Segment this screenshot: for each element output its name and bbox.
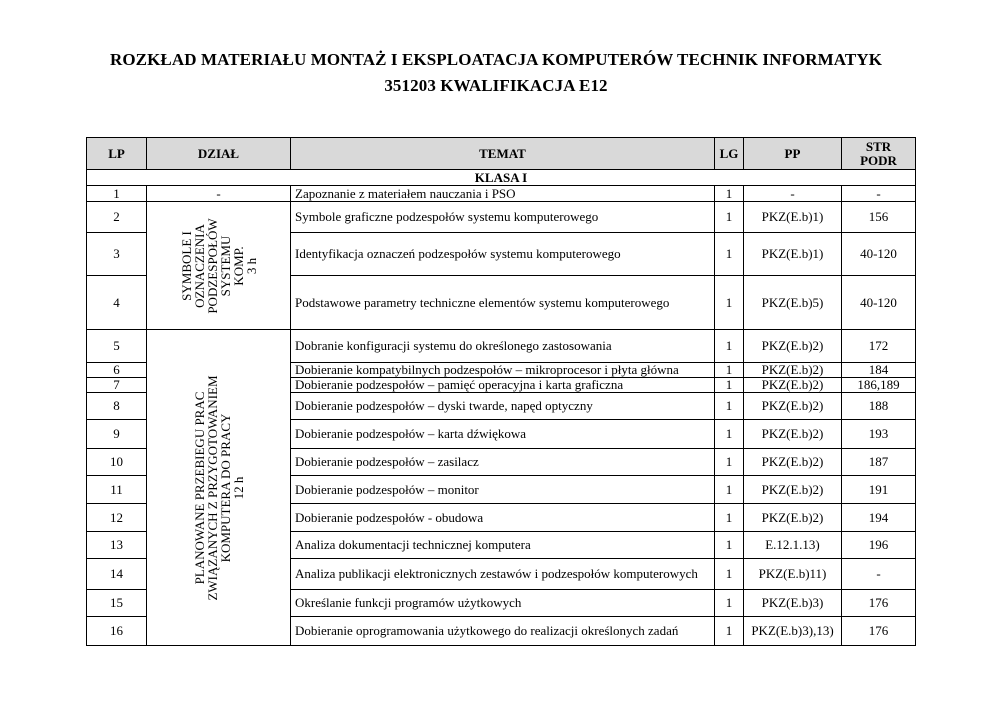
cell-lp: 16 (87, 617, 147, 646)
cell-lg: 1 (715, 476, 744, 504)
cell-pp: PKZ(E.b)2) (744, 420, 842, 449)
cell-temat: Dobieranie oprogramowania użytkowego do realizacji określonych zadań (291, 617, 715, 646)
col-header-lp: LP (87, 138, 147, 170)
cell-pp: - (744, 186, 842, 202)
cell-str: 193 (842, 420, 916, 449)
section-symbole (147, 202, 291, 330)
cell-lg: 1 (715, 186, 744, 202)
cell-lg: 1 (715, 378, 744, 393)
cell-temat: Symbole graficzne podzespołów systemu komputerowego (291, 202, 715, 233)
cell-lp: 1 (87, 186, 147, 202)
table-row (87, 186, 916, 202)
cell-temat: Dobieranie kompatybilnych podzespołów – mikroprocesor i płyta główna (291, 363, 715, 378)
cell-temat: Dobieranie podzespołów – monitor (291, 476, 715, 504)
cell-temat: Dobieranie podzespołów – zasilacz (291, 449, 715, 476)
cell-pp: PKZ(E.b)2) (744, 393, 842, 420)
cell-temat: Zapoznanie z materiałem nauczania i PSO (291, 186, 715, 202)
cell-lp: 5 (87, 330, 147, 363)
cell-lp: 14 (87, 559, 147, 590)
cell-dzial: - (147, 186, 291, 202)
cell-lg: 1 (715, 393, 744, 420)
cell-str: 196 (842, 532, 916, 559)
col-header-pp: PP (744, 138, 842, 170)
cell-pp: PKZ(E.b)3),13) (744, 617, 842, 646)
cell-str: - (842, 186, 916, 202)
section-planowanie (147, 330, 291, 646)
cell-pp: E.12.1.13) (744, 532, 842, 559)
cell-lg: 1 (715, 202, 744, 233)
cell-lp: 11 (87, 476, 147, 504)
table-row (87, 330, 916, 363)
cell-pp: PKZ(E.b)5) (744, 276, 842, 330)
cell-lg: 1 (715, 420, 744, 449)
cell-lg: 1 (715, 363, 744, 378)
cell-str: 186,189 (842, 378, 916, 393)
table-row (87, 202, 916, 233)
col-header-dzial: DZIAŁ (147, 138, 291, 170)
cell-lp: 6 (87, 363, 147, 378)
col-header-str-line1: STR (865, 138, 892, 154)
cell-lg: 1 (715, 559, 744, 590)
cell-pp: PKZ(E.b)2) (744, 330, 842, 363)
cell-lg: 1 (715, 532, 744, 559)
section-symbole-label: SYMBOLE I OZNACZENIA PODZESPOŁÓW SYSTEMU KOMP. 3 h (178, 217, 259, 314)
cell-temat: Dobranie konfiguracji systemu do określonego zastosowania (291, 330, 715, 363)
cell-lp: 9 (87, 420, 147, 449)
cell-temat: Określanie funkcji programów użytkowych (291, 590, 715, 617)
cell-lg: 1 (715, 590, 744, 617)
cell-str: 40-120 (842, 276, 916, 330)
cell-lp: 10 (87, 449, 147, 476)
cell-pp: PKZ(E.b)2) (744, 476, 842, 504)
cell-lg: 1 (715, 617, 744, 646)
col-header-str-line2: PODR (860, 152, 897, 168)
cell-str: - (842, 559, 916, 590)
cell-temat: Analiza publikacji elektronicznych zestawów i podzespołów komputerowych (291, 559, 715, 590)
cell-pp: PKZ(E.b)2) (744, 363, 842, 378)
schedule-table (86, 137, 916, 646)
col-header-temat: TEMAT (291, 138, 715, 170)
cell-temat: Identyfikacja oznaczeń podzespołów systemu komputerowego (291, 233, 715, 276)
cell-temat: Dobieranie podzespołów - obudowa (291, 504, 715, 532)
cell-str: 172 (842, 330, 916, 363)
cell-str: 176 (842, 590, 916, 617)
cell-str: 40-120 (842, 233, 916, 276)
cell-lg: 1 (715, 233, 744, 276)
cell-temat: Dobieranie podzespołów – dyski twarde, napęd optyczny (291, 393, 715, 420)
document-title-line-2: 351203 KWALIFIKACJA E12 (384, 76, 608, 95)
klasa-row (87, 170, 916, 186)
cell-lp: 2 (87, 202, 147, 233)
cell-lg: 1 (715, 449, 744, 476)
cell-str: 188 (842, 393, 916, 420)
cell-pp: PKZ(E.b)11) (744, 559, 842, 590)
cell-lg: 1 (715, 504, 744, 532)
cell-lp: 15 (87, 590, 147, 617)
cell-lp: 13 (87, 532, 147, 559)
cell-str: 156 (842, 202, 916, 233)
cell-temat: Dobieranie podzespołów – pamięć operacyjna i karta graficzna (291, 378, 715, 393)
col-header-str (842, 138, 916, 170)
cell-temat: Podstawowe parametry techniczne elementów systemu komputerowego (291, 276, 715, 330)
cell-pp: PKZ(E.b)3) (744, 590, 842, 617)
cell-temat: Analiza dokumentacji technicznej komputera (291, 532, 715, 559)
klasa-label: KLASA I (87, 170, 916, 186)
cell-pp: PKZ(E.b)2) (744, 378, 842, 393)
cell-lg: 1 (715, 330, 744, 363)
cell-lp: 12 (87, 504, 147, 532)
header-row (87, 138, 916, 170)
document-title-line-1: ROZKŁAD MATERIAŁU MONTAŻ I EKSPLOATACJA KOMPUTERÓW TECHNIK INFORMATYK (109, 50, 883, 69)
cell-temat: Dobieranie podzespołów – karta dźwiękowa (291, 420, 715, 449)
cell-pp: PKZ(E.b)2) (744, 449, 842, 476)
cell-lg: 1 (715, 276, 744, 330)
cell-str: 194 (842, 504, 916, 532)
cell-str: 191 (842, 476, 916, 504)
cell-pp: PKZ(E.b)1) (744, 233, 842, 276)
cell-pp: PKZ(E.b)1) (744, 202, 842, 233)
cell-str: 184 (842, 363, 916, 378)
cell-lp: 4 (87, 276, 147, 330)
col-header-lg: LG (715, 138, 744, 170)
cell-lp: 3 (87, 233, 147, 276)
cell-lp: 8 (87, 393, 147, 420)
cell-str: 187 (842, 449, 916, 476)
section-planowanie-label: PLANOWANE PRZEBIEGU PRAC ZWIĄZANYCH Z PRZYGOTOWANIEM KOMPUTERA DO PRACY 12 h (191, 374, 246, 601)
cell-pp: PKZ(E.b)2) (744, 504, 842, 532)
cell-lp: 7 (87, 378, 147, 393)
cell-str: 176 (842, 617, 916, 646)
